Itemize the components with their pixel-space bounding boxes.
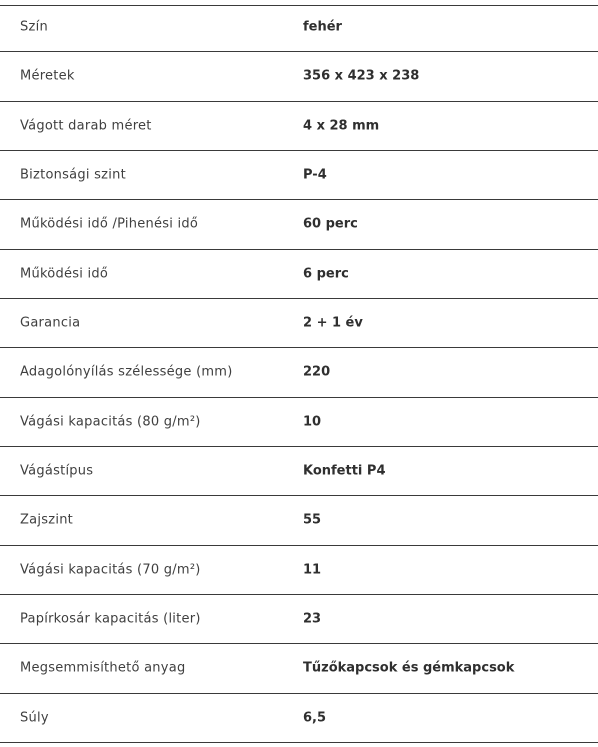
spec-value: Tűzőkapcsok és gémkapcsok: [303, 660, 515, 676]
spec-label: Papírkosár kapacitás (liter): [20, 611, 201, 627]
spec-row-duty-cycle: [0, 200, 598, 249]
spec-row-feed-width: [0, 348, 598, 397]
spec-value: 2 + 1 év: [303, 315, 363, 331]
spec-row-bin-capacity: [0, 595, 598, 644]
spec-label: Vágási kapacitás (70 g/m²): [20, 562, 201, 578]
spec-value: P-4: [303, 167, 327, 183]
spec-row-weight: [0, 694, 598, 743]
spec-label: Működési idő /Pihenési idő: [20, 216, 199, 232]
spec-value: 6,5: [303, 710, 327, 726]
spec-label: Vágási kapacitás (80 g/m²): [20, 414, 201, 430]
spec-value: 220: [303, 364, 331, 380]
spec-row-cut-size: [0, 102, 598, 151]
spec-value: fehér: [303, 19, 342, 35]
spec-value: 60 perc: [303, 216, 358, 232]
spec-row-capacity-80: [0, 398, 598, 447]
spec-row-run-time: [0, 250, 598, 299]
spec-row-color: [0, 3, 598, 52]
spec-label: Biztonsági szint: [20, 167, 126, 183]
spec-value: 356 x 423 x 238: [303, 68, 420, 84]
spec-value: 11: [303, 562, 322, 578]
spec-label: Vágástípus: [20, 463, 94, 479]
spec-value: Konfetti P4: [303, 463, 386, 479]
spec-label: Szín: [20, 19, 48, 35]
spec-value: 6 perc: [303, 266, 349, 282]
spec-value: 10: [303, 414, 322, 430]
spec-label: Zajszint: [20, 512, 74, 528]
spec-label: Adagolónyílás szélessége (mm): [20, 364, 233, 380]
spec-value: 23: [303, 611, 322, 627]
spec-row-dimensions: [0, 52, 598, 101]
spec-label: Garancia: [20, 315, 81, 331]
spec-table: [0, 3, 598, 747]
spec-label: Vágott darab méret: [20, 118, 152, 134]
spec-row-security-level: [0, 151, 598, 200]
spec-label: Súly: [20, 710, 49, 726]
spec-value: 55: [303, 512, 322, 528]
spec-row-capacity-70: [0, 546, 598, 595]
spec-label: Működési idő: [20, 266, 109, 282]
spec-label: Megsemmisíthető anyag: [20, 660, 186, 676]
spec-value: 4 x 28 mm: [303, 118, 380, 134]
spec-row-warranty: [0, 299, 598, 348]
spec-row-shreddable-material: [0, 644, 598, 693]
spec-row-cut-type: [0, 447, 598, 496]
spec-row-noise-level: [0, 496, 598, 545]
spec-label: Méretek: [20, 68, 75, 84]
